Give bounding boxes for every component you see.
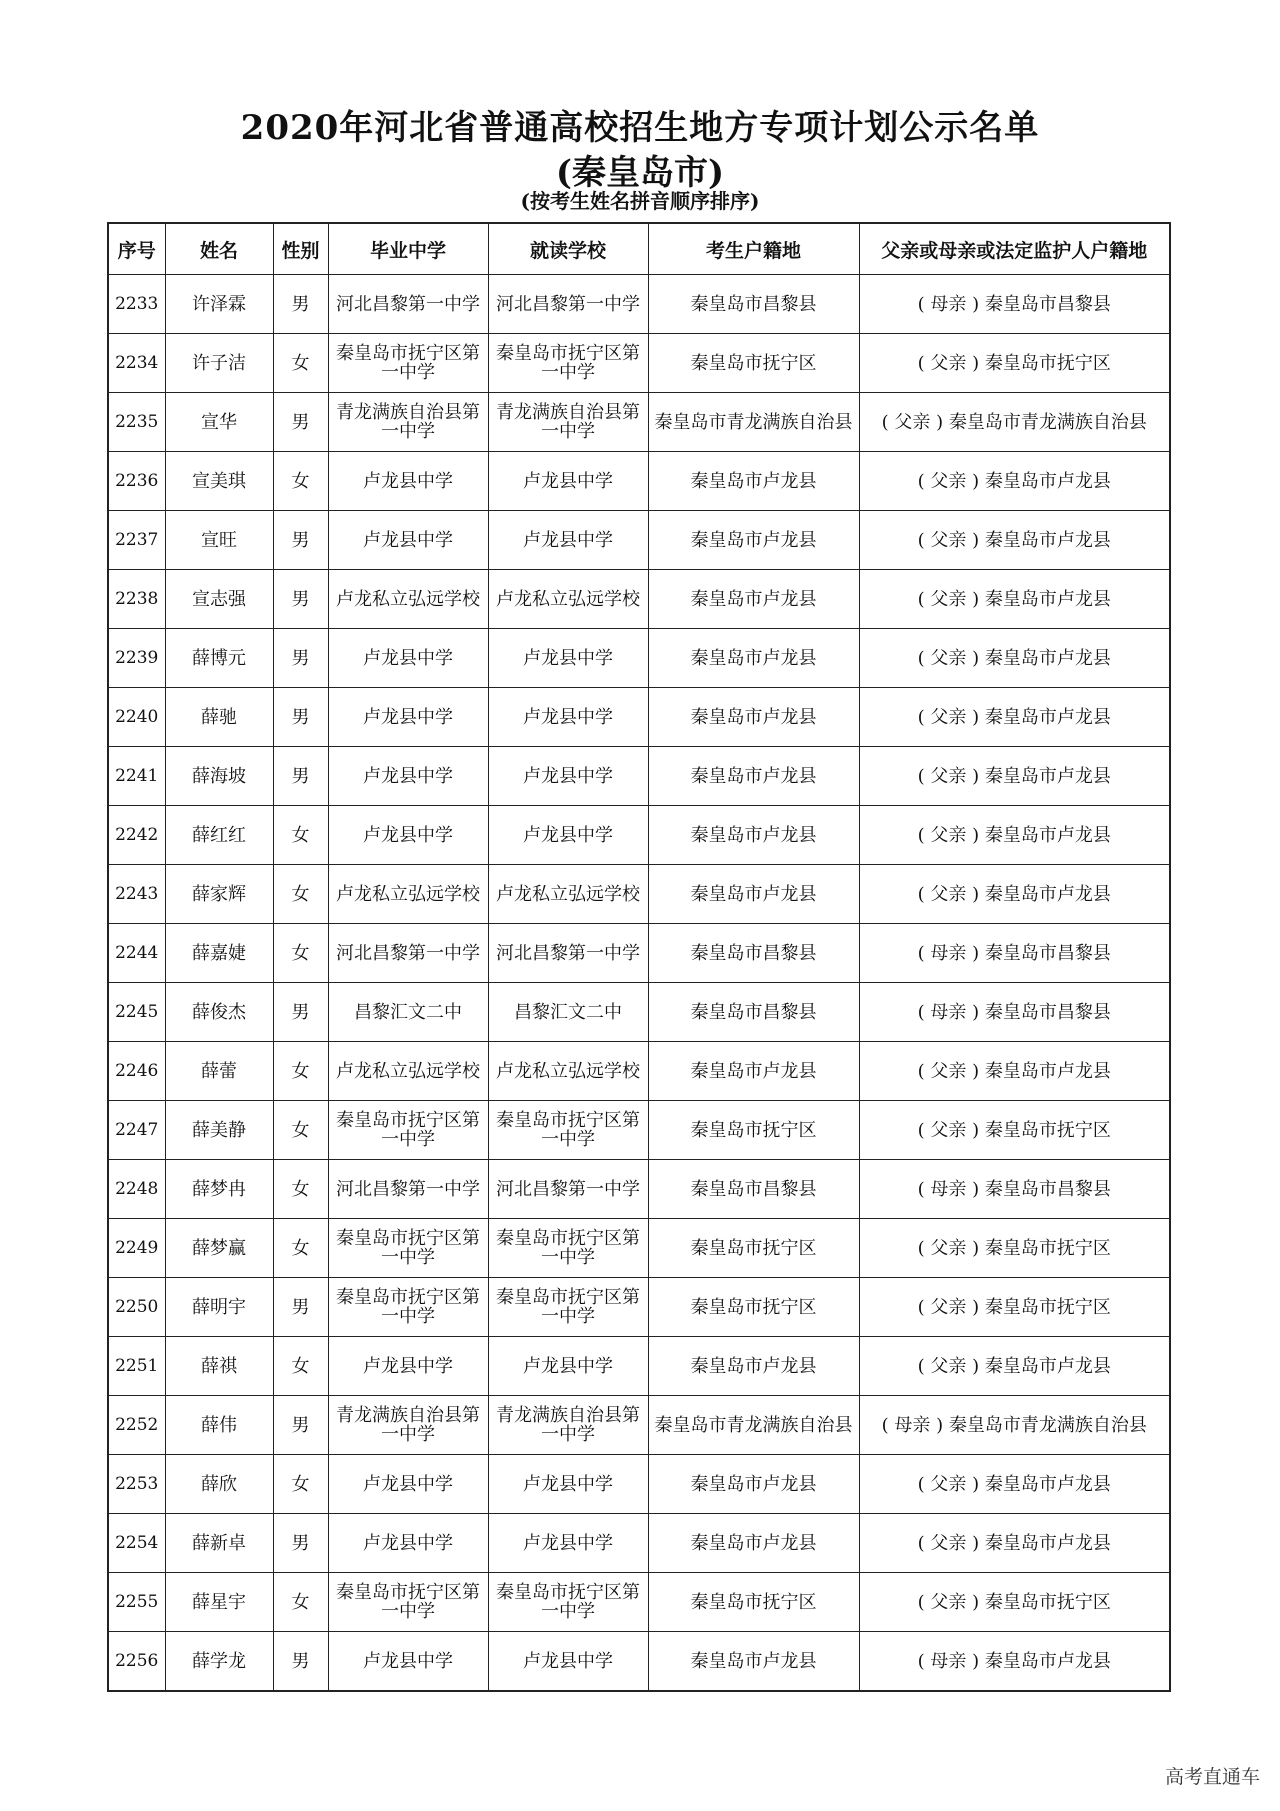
cell-guardian-hukou: ( 母亲 ) 秦皇岛市卢龙县 bbox=[859, 1632, 1170, 1692]
cell-student-hukou: 秦皇岛市卢龙县 bbox=[648, 452, 859, 511]
cell-guardian-hukou: ( 父亲 ) 秦皇岛市抚宁区 bbox=[859, 1278, 1170, 1337]
cell-graduation-school: 秦皇岛市抚宁区第一中学 bbox=[328, 1573, 488, 1632]
table-row bbox=[108, 1278, 1170, 1337]
cell-name: 许子洁 bbox=[165, 334, 273, 393]
cell-student-hukou: 秦皇岛市昌黎县 bbox=[648, 1160, 859, 1219]
cell-gender: 男 bbox=[273, 747, 328, 806]
cell-guardian-hukou: ( 母亲 ) 秦皇岛市青龙满族自治县 bbox=[859, 1396, 1170, 1455]
cell-graduation-school: 卢龙私立弘远学校 bbox=[328, 1042, 488, 1101]
table-row bbox=[108, 393, 1170, 452]
col-header-guardian-hukou: 父亲或母亲或法定监护人户籍地 bbox=[859, 223, 1170, 275]
page-title: 2020年河北省普通高校招生地方专项计划公示名单 bbox=[240, 108, 1040, 148]
page-subtitle-city: (秦皇岛市) bbox=[555, 153, 725, 193]
cell-current-school: 卢龙县中学 bbox=[488, 1514, 648, 1573]
cell-student-hukou: 秦皇岛市抚宁区 bbox=[648, 1101, 859, 1160]
cell-number: 2238 bbox=[108, 570, 165, 629]
cell-guardian-hukou: ( 父亲 ) 秦皇岛市卢龙县 bbox=[859, 1455, 1170, 1514]
cell-name: 薛祺 bbox=[165, 1337, 273, 1396]
cell-gender: 女 bbox=[273, 806, 328, 865]
cell-student-hukou: 秦皇岛市卢龙县 bbox=[648, 688, 859, 747]
cell-number: 2240 bbox=[108, 688, 165, 747]
cell-student-hukou: 秦皇岛市抚宁区 bbox=[648, 1278, 859, 1337]
cell-current-school: 卢龙县中学 bbox=[488, 688, 648, 747]
table-body bbox=[108, 275, 1170, 1692]
cell-guardian-hukou: ( 母亲 ) 秦皇岛市昌黎县 bbox=[859, 275, 1170, 334]
cell-graduation-school: 青龙满族自治县第一中学 bbox=[328, 1396, 488, 1455]
cell-current-school: 卢龙县中学 bbox=[488, 629, 648, 688]
cell-student-hukou: 秦皇岛市昌黎县 bbox=[648, 275, 859, 334]
cell-guardian-hukou: ( 父亲 ) 秦皇岛市卢龙县 bbox=[859, 1514, 1170, 1573]
cell-guardian-hukou: ( 母亲 ) 秦皇岛市昌黎县 bbox=[859, 924, 1170, 983]
page-subtitle-sort-note: (按考生姓名拼音顺序排序) bbox=[520, 189, 760, 213]
footer-watermark: 高考直通车 bbox=[1164, 1766, 1260, 1788]
cell-name: 宣华 bbox=[165, 393, 273, 452]
col-header-graduation-school: 毕业中学 bbox=[328, 223, 488, 275]
table-row bbox=[108, 334, 1170, 393]
col-header-number: 序号 bbox=[108, 223, 165, 275]
cell-student-hukou: 秦皇岛市青龙满族自治县 bbox=[648, 1396, 859, 1455]
roster-table bbox=[107, 222, 1171, 1692]
cell-guardian-hukou: ( 父亲 ) 秦皇岛市卢龙县 bbox=[859, 1337, 1170, 1396]
table-row bbox=[108, 275, 1170, 334]
cell-gender: 男 bbox=[273, 1514, 328, 1573]
cell-number: 2254 bbox=[108, 1514, 165, 1573]
cell-current-school: 秦皇岛市抚宁区第一中学 bbox=[488, 334, 648, 393]
cell-student-hukou: 秦皇岛市卢龙县 bbox=[648, 1042, 859, 1101]
cell-number: 2236 bbox=[108, 452, 165, 511]
cell-graduation-school: 卢龙县中学 bbox=[328, 511, 488, 570]
table-row bbox=[108, 511, 1170, 570]
cell-guardian-hukou: ( 父亲 ) 秦皇岛市卢龙县 bbox=[859, 570, 1170, 629]
cell-current-school: 昌黎汇文二中 bbox=[488, 983, 648, 1042]
cell-name: 宣美琪 bbox=[165, 452, 273, 511]
cell-name: 薛学龙 bbox=[165, 1632, 273, 1692]
cell-number: 2253 bbox=[108, 1455, 165, 1514]
cell-gender: 女 bbox=[273, 865, 328, 924]
cell-guardian-hukou: ( 父亲 ) 秦皇岛市卢龙县 bbox=[859, 865, 1170, 924]
cell-student-hukou: 秦皇岛市卢龙县 bbox=[648, 806, 859, 865]
cell-gender: 女 bbox=[273, 452, 328, 511]
table-row bbox=[108, 452, 1170, 511]
cell-guardian-hukou: ( 父亲 ) 秦皇岛市抚宁区 bbox=[859, 1101, 1170, 1160]
cell-graduation-school: 卢龙县中学 bbox=[328, 1455, 488, 1514]
cell-current-school: 秦皇岛市抚宁区第一中学 bbox=[488, 1573, 648, 1632]
cell-student-hukou: 秦皇岛市卢龙县 bbox=[648, 570, 859, 629]
cell-name: 许泽霖 bbox=[165, 275, 273, 334]
table-row bbox=[108, 1455, 1170, 1514]
cell-current-school: 青龙满族自治县第一中学 bbox=[488, 393, 648, 452]
cell-graduation-school: 秦皇岛市抚宁区第一中学 bbox=[328, 1101, 488, 1160]
cell-number: 2233 bbox=[108, 275, 165, 334]
cell-name: 薛美静 bbox=[165, 1101, 273, 1160]
cell-name: 宣旺 bbox=[165, 511, 273, 570]
cell-graduation-school: 卢龙县中学 bbox=[328, 688, 488, 747]
cell-number: 2245 bbox=[108, 983, 165, 1042]
cell-number: 2235 bbox=[108, 393, 165, 452]
cell-guardian-hukou: ( 母亲 ) 秦皇岛市昌黎县 bbox=[859, 983, 1170, 1042]
cell-guardian-hukou: ( 父亲 ) 秦皇岛市青龙满族自治县 bbox=[859, 393, 1170, 452]
cell-graduation-school: 河北昌黎第一中学 bbox=[328, 924, 488, 983]
cell-name: 薛海坡 bbox=[165, 747, 273, 806]
cell-graduation-school: 河北昌黎第一中学 bbox=[328, 1160, 488, 1219]
cell-graduation-school: 秦皇岛市抚宁区第一中学 bbox=[328, 1219, 488, 1278]
cell-guardian-hukou: ( 父亲 ) 秦皇岛市抚宁区 bbox=[859, 1219, 1170, 1278]
cell-graduation-school: 卢龙县中学 bbox=[328, 1337, 488, 1396]
table-row bbox=[108, 865, 1170, 924]
table-row bbox=[108, 688, 1170, 747]
cell-name: 薛梦赢 bbox=[165, 1219, 273, 1278]
cell-name: 宣志强 bbox=[165, 570, 273, 629]
cell-guardian-hukou: ( 母亲 ) 秦皇岛市昌黎县 bbox=[859, 1160, 1170, 1219]
cell-number: 2252 bbox=[108, 1396, 165, 1455]
cell-gender: 女 bbox=[273, 334, 328, 393]
cell-current-school: 卢龙县中学 bbox=[488, 1455, 648, 1514]
cell-name: 薛新卓 bbox=[165, 1514, 273, 1573]
cell-current-school: 卢龙私立弘远学校 bbox=[488, 865, 648, 924]
cell-graduation-school: 卢龙县中学 bbox=[328, 629, 488, 688]
table-row bbox=[108, 1101, 1170, 1160]
table-row bbox=[108, 1573, 1170, 1632]
table-row bbox=[108, 1042, 1170, 1101]
cell-current-school: 卢龙县中学 bbox=[488, 1337, 648, 1396]
cell-student-hukou: 秦皇岛市卢龙县 bbox=[648, 1514, 859, 1573]
cell-name: 薛俊杰 bbox=[165, 983, 273, 1042]
cell-graduation-school: 河北昌黎第一中学 bbox=[328, 275, 488, 334]
cell-number: 2234 bbox=[108, 334, 165, 393]
table-row bbox=[108, 1632, 1170, 1692]
cell-current-school: 河北昌黎第一中学 bbox=[488, 924, 648, 983]
cell-guardian-hukou: ( 父亲 ) 秦皇岛市抚宁区 bbox=[859, 1573, 1170, 1632]
cell-gender: 男 bbox=[273, 511, 328, 570]
cell-number: 2246 bbox=[108, 1042, 165, 1101]
cell-name: 薛欣 bbox=[165, 1455, 273, 1514]
cell-student-hukou: 秦皇岛市卢龙县 bbox=[648, 1337, 859, 1396]
cell-name: 薛梦冉 bbox=[165, 1160, 273, 1219]
table-row bbox=[108, 924, 1170, 983]
cell-current-school: 秦皇岛市抚宁区第一中学 bbox=[488, 1101, 648, 1160]
cell-number: 2249 bbox=[108, 1219, 165, 1278]
cell-current-school: 卢龙县中学 bbox=[488, 806, 648, 865]
cell-number: 2241 bbox=[108, 747, 165, 806]
table-row bbox=[108, 1337, 1170, 1396]
cell-gender: 女 bbox=[273, 1337, 328, 1396]
cell-name: 薛蕾 bbox=[165, 1042, 273, 1101]
cell-guardian-hukou: ( 父亲 ) 秦皇岛市卢龙县 bbox=[859, 629, 1170, 688]
col-header-current-school: 就读学校 bbox=[488, 223, 648, 275]
cell-gender: 女 bbox=[273, 1573, 328, 1632]
col-header-gender: 性别 bbox=[273, 223, 328, 275]
cell-graduation-school: 卢龙县中学 bbox=[328, 1632, 488, 1692]
cell-guardian-hukou: ( 父亲 ) 秦皇岛市卢龙县 bbox=[859, 1042, 1170, 1101]
cell-gender: 女 bbox=[273, 1042, 328, 1101]
cell-current-school: 卢龙县中学 bbox=[488, 511, 648, 570]
cell-guardian-hukou: ( 父亲 ) 秦皇岛市抚宁区 bbox=[859, 334, 1170, 393]
cell-name: 薛红红 bbox=[165, 806, 273, 865]
cell-guardian-hukou: ( 父亲 ) 秦皇岛市卢龙县 bbox=[859, 806, 1170, 865]
cell-graduation-school: 卢龙私立弘远学校 bbox=[328, 865, 488, 924]
cell-student-hukou: 秦皇岛市抚宁区 bbox=[648, 1573, 859, 1632]
cell-gender: 男 bbox=[273, 629, 328, 688]
cell-name: 薛博元 bbox=[165, 629, 273, 688]
cell-student-hukou: 秦皇岛市抚宁区 bbox=[648, 334, 859, 393]
cell-number: 2242 bbox=[108, 806, 165, 865]
cell-student-hukou: 秦皇岛市抚宁区 bbox=[648, 1219, 859, 1278]
cell-number: 2251 bbox=[108, 1337, 165, 1396]
cell-student-hukou: 秦皇岛市卢龙县 bbox=[648, 1632, 859, 1692]
cell-current-school: 河北昌黎第一中学 bbox=[488, 275, 648, 334]
cell-student-hukou: 秦皇岛市卢龙县 bbox=[648, 747, 859, 806]
cell-gender: 男 bbox=[273, 688, 328, 747]
cell-current-school: 卢龙私立弘远学校 bbox=[488, 1042, 648, 1101]
cell-gender: 男 bbox=[273, 1278, 328, 1337]
cell-graduation-school: 卢龙私立弘远学校 bbox=[328, 570, 488, 629]
cell-guardian-hukou: ( 父亲 ) 秦皇岛市卢龙县 bbox=[859, 452, 1170, 511]
cell-current-school: 卢龙私立弘远学校 bbox=[488, 570, 648, 629]
cell-gender: 男 bbox=[273, 275, 328, 334]
table-row bbox=[108, 570, 1170, 629]
cell-gender: 男 bbox=[273, 1396, 328, 1455]
cell-number: 2250 bbox=[108, 1278, 165, 1337]
table-header-row bbox=[108, 223, 1170, 275]
cell-gender: 男 bbox=[273, 393, 328, 452]
cell-graduation-school: 秦皇岛市抚宁区第一中学 bbox=[328, 334, 488, 393]
cell-gender: 女 bbox=[273, 1160, 328, 1219]
cell-current-school: 河北昌黎第一中学 bbox=[488, 1160, 648, 1219]
cell-student-hukou: 秦皇岛市昌黎县 bbox=[648, 924, 859, 983]
cell-gender: 男 bbox=[273, 570, 328, 629]
cell-guardian-hukou: ( 父亲 ) 秦皇岛市卢龙县 bbox=[859, 747, 1170, 806]
table-row bbox=[108, 747, 1170, 806]
cell-student-hukou: 秦皇岛市卢龙县 bbox=[648, 1455, 859, 1514]
cell-number: 2244 bbox=[108, 924, 165, 983]
cell-gender: 女 bbox=[273, 1455, 328, 1514]
cell-student-hukou: 秦皇岛市卢龙县 bbox=[648, 629, 859, 688]
cell-name: 薛星宇 bbox=[165, 1573, 273, 1632]
table-row bbox=[108, 1219, 1170, 1278]
cell-number: 2239 bbox=[108, 629, 165, 688]
cell-current-school: 卢龙县中学 bbox=[488, 747, 648, 806]
cell-graduation-school: 昌黎汇文二中 bbox=[328, 983, 488, 1042]
cell-number: 2256 bbox=[108, 1632, 165, 1692]
table-row bbox=[108, 1160, 1170, 1219]
col-header-student-hukou: 考生户籍地 bbox=[648, 223, 859, 275]
cell-graduation-school: 卢龙县中学 bbox=[328, 1514, 488, 1573]
cell-student-hukou: 秦皇岛市青龙满族自治县 bbox=[648, 393, 859, 452]
col-header-name: 姓名 bbox=[165, 223, 273, 275]
cell-name: 薛伟 bbox=[165, 1396, 273, 1455]
cell-gender: 男 bbox=[273, 1632, 328, 1692]
cell-current-school: 秦皇岛市抚宁区第一中学 bbox=[488, 1278, 648, 1337]
cell-graduation-school: 卢龙县中学 bbox=[328, 806, 488, 865]
table-row bbox=[108, 1396, 1170, 1455]
cell-current-school: 青龙满族自治县第一中学 bbox=[488, 1396, 648, 1455]
cell-graduation-school: 青龙满族自治县第一中学 bbox=[328, 393, 488, 452]
cell-number: 2243 bbox=[108, 865, 165, 924]
cell-name: 薛明宇 bbox=[165, 1278, 273, 1337]
cell-name: 薛驰 bbox=[165, 688, 273, 747]
cell-current-school: 秦皇岛市抚宁区第一中学 bbox=[488, 1219, 648, 1278]
cell-name: 薛家辉 bbox=[165, 865, 273, 924]
table-row bbox=[108, 1514, 1170, 1573]
table-row bbox=[108, 983, 1170, 1042]
cell-current-school: 卢龙县中学 bbox=[488, 1632, 648, 1692]
cell-number: 2248 bbox=[108, 1160, 165, 1219]
cell-number: 2255 bbox=[108, 1573, 165, 1632]
cell-student-hukou: 秦皇岛市昌黎县 bbox=[648, 983, 859, 1042]
cell-gender: 女 bbox=[273, 924, 328, 983]
cell-graduation-school: 卢龙县中学 bbox=[328, 747, 488, 806]
cell-number: 2247 bbox=[108, 1101, 165, 1160]
table-row bbox=[108, 806, 1170, 865]
cell-gender: 男 bbox=[273, 983, 328, 1042]
cell-student-hukou: 秦皇岛市卢龙县 bbox=[648, 865, 859, 924]
cell-guardian-hukou: ( 父亲 ) 秦皇岛市卢龙县 bbox=[859, 511, 1170, 570]
cell-graduation-school: 卢龙县中学 bbox=[328, 452, 488, 511]
cell-name: 薛嘉婕 bbox=[165, 924, 273, 983]
cell-current-school: 卢龙县中学 bbox=[488, 452, 648, 511]
cell-guardian-hukou: ( 父亲 ) 秦皇岛市卢龙县 bbox=[859, 688, 1170, 747]
table-row bbox=[108, 629, 1170, 688]
cell-student-hukou: 秦皇岛市卢龙县 bbox=[648, 511, 859, 570]
cell-gender: 女 bbox=[273, 1101, 328, 1160]
cell-number: 2237 bbox=[108, 511, 165, 570]
cell-gender: 女 bbox=[273, 1219, 328, 1278]
cell-graduation-school: 秦皇岛市抚宁区第一中学 bbox=[328, 1278, 488, 1337]
